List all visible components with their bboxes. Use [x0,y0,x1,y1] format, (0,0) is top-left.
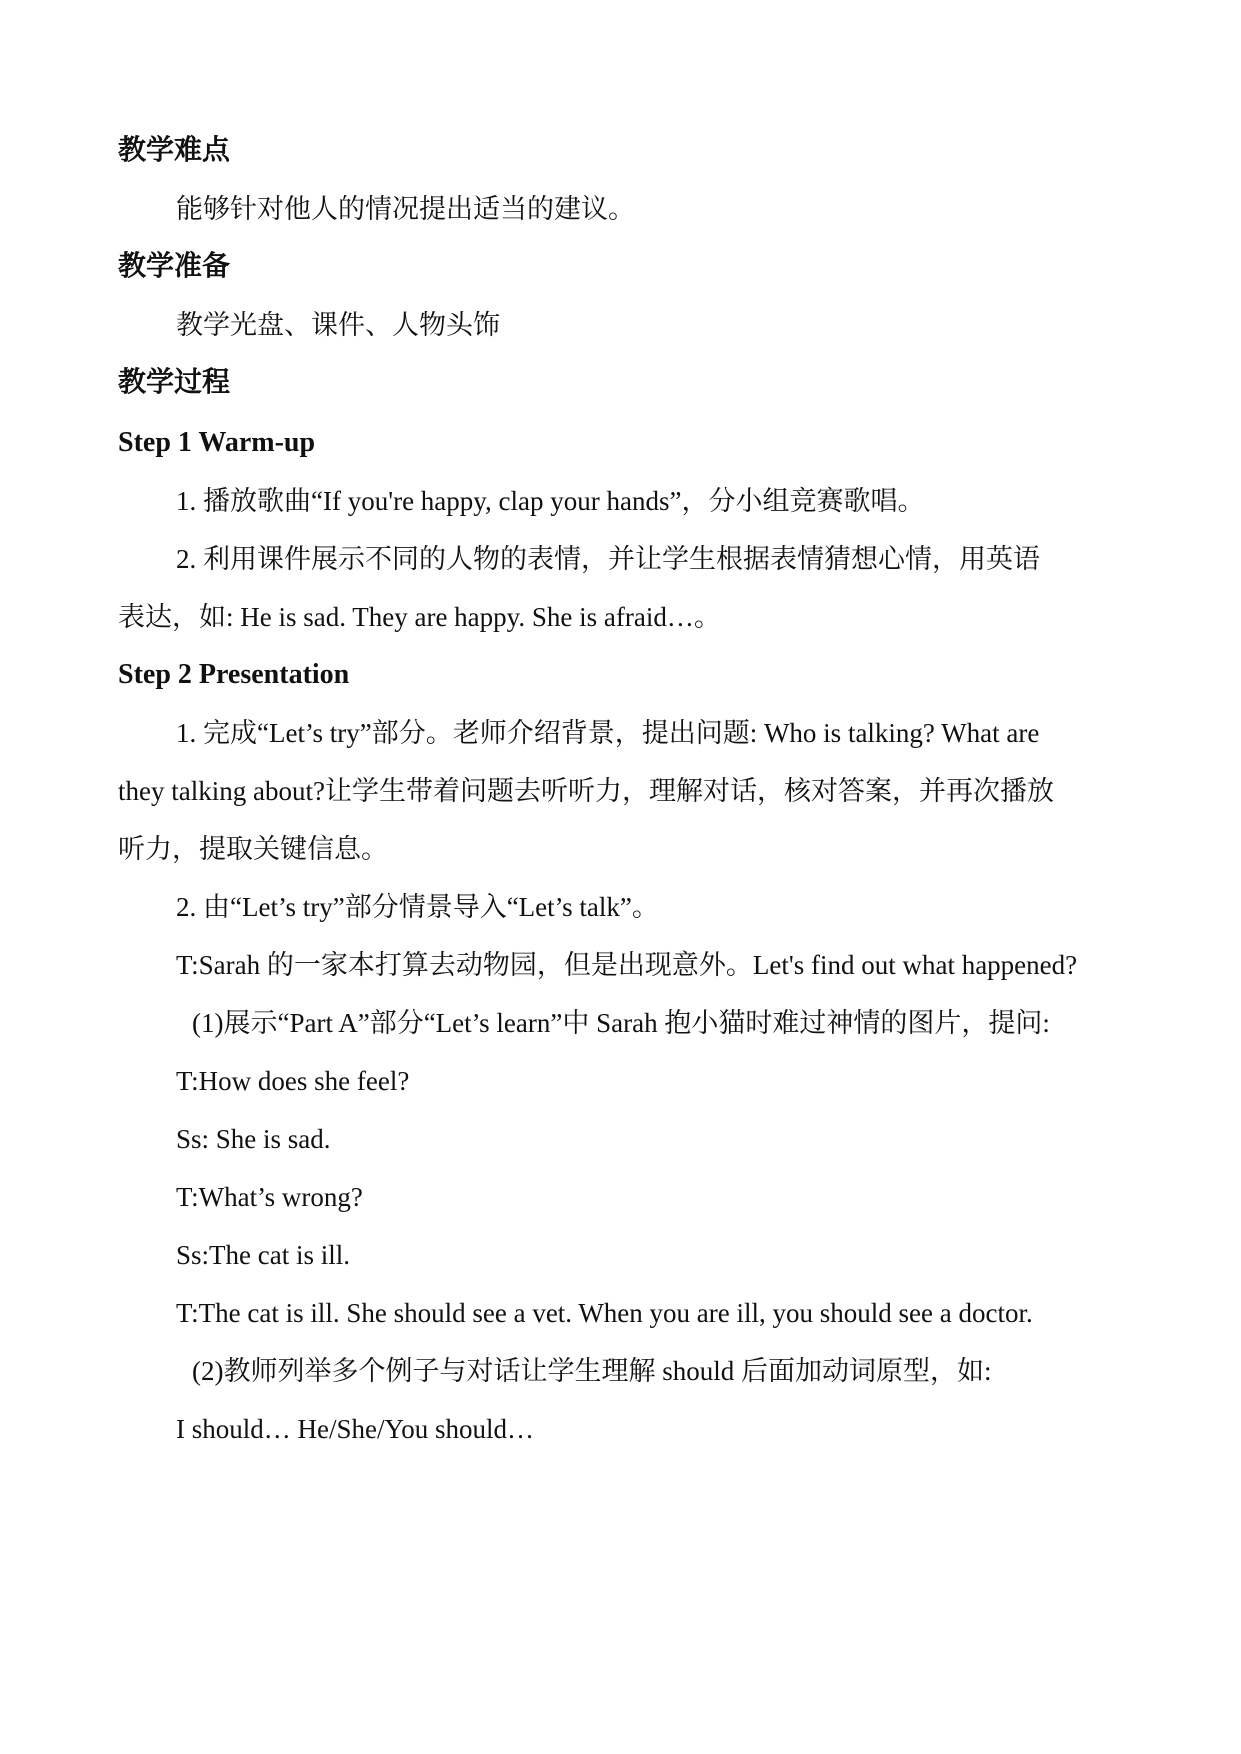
step-2-title: Step 2 Presentation [118,659,350,690]
dialogue-students-2: Ss:The cat is ill. [176,1240,350,1270]
difficulties-text: 能够针对他人的情况提出适当的建议。 [176,194,635,224]
dialogue-teacher-2: T:What’s wrong? [176,1182,363,1212]
step-2-item-1-continued: they talking about?让学生带着问题去听听力，理解对话，核对答案，并再次播放 [118,776,1054,806]
step-2-item-2: 2. 由“Let’s try”部分情景导入“Let’s talk”。 [176,892,659,922]
heading-teaching-process: 教学过程 [118,367,231,398]
step-2-item-1: 1. 完成“Let’s try”部分。老师介绍背景，提出问题: Who is talking? What are [176,718,1040,748]
should-examples: I should… He/She/You should… [176,1414,535,1444]
step-1-item-1: 1. 播放歌曲“If you're happy, clap your hands”，分小组竞赛歌唱。 [176,486,925,516]
subitem-2: (2)教师列举多个例子与对话让学生理解 should 后面加动词原型，如: [192,1356,992,1386]
step-1-item-2-continued: 表达，如: He is sad. They are happy. She is afraid…。 [118,602,721,632]
dialogue-teacher-3: T:The cat is ill. She should see a vet. When you are ill, you should see a doctor. [176,1298,1033,1328]
step-1-item-2: 2. 利用课件展示不同的人物的表情，并让学生根据表情猜想心情，用英语 [176,544,1040,574]
document-page [118,0,1128,1754]
teacher-line-zoo: T:Sarah 的一家本打算去动物园，但是出现意外。Let's find out what happened? [176,950,1078,980]
dialogue-students-1: Ss: She is sad. [176,1124,331,1154]
step-1-title: Step 1 Warm-up [118,427,316,458]
heading-teaching-preparation: 教学准备 [118,251,231,282]
dialogue-teacher-1: T:How does she feel? [176,1066,410,1096]
heading-teaching-difficulties: 教学难点 [118,135,231,166]
subitem-1: (1)展示“Part A”部分“Let’s learn”中 Sarah 抱小猫时难过神情的图片，提问: [192,1008,1050,1038]
preparation-text: 教学光盘、课件、人物头饰 [176,310,500,340]
step-2-item-1-end: 听力，提取关键信息。 [118,834,388,864]
